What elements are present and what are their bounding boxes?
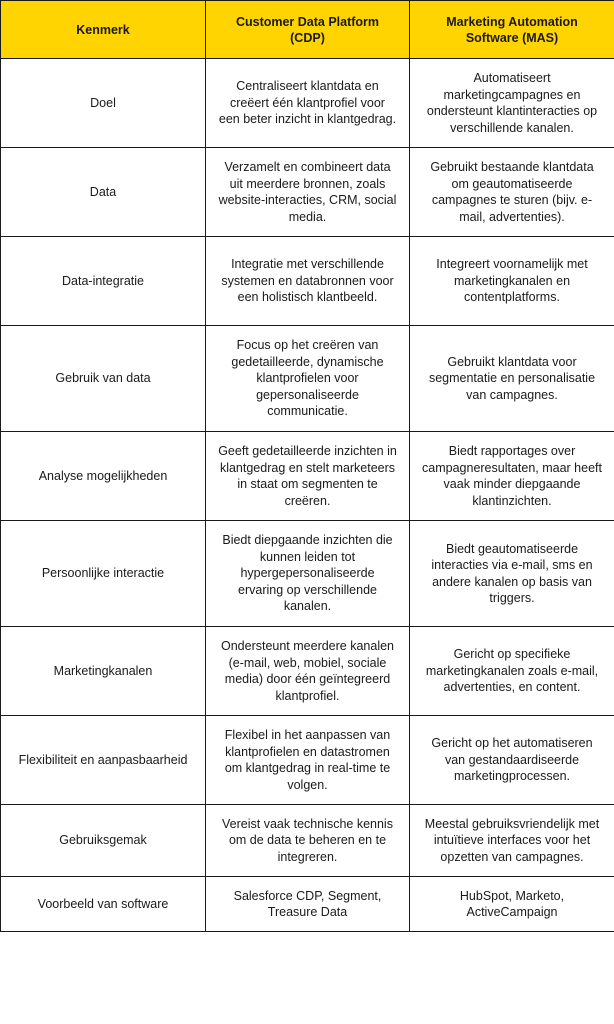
row-cdp-cell: Focus op het creëren van gedetailleerde, dynamische klantprofielen voor gepersonaliseerde communicatie. <box>206 326 410 432</box>
row-cdp-cell: Verzamelt en combineert data uit meerdere bronnen, zoals website-interacties, CRM, social media. <box>206 148 410 237</box>
table-header <box>1 1 614 59</box>
table-row <box>1 716 614 805</box>
row-feature-cell: Data-integratie <box>1 237 206 326</box>
header-cdp: Customer Data Platform (CDP) <box>206 1 410 59</box>
row-mas-cell: Gericht op het automatiseren van gestandaardiseerde marketingprocessen. <box>410 716 614 805</box>
row-mas-cell: Gebruikt bestaande klantdata om geautomatiseerde campagnes te sturen (bijv. e-mail, advertenties). <box>410 148 614 237</box>
row-feature-cell: Data <box>1 148 206 237</box>
row-mas-cell: HubSpot, Marketo, ActiveCampaign <box>410 877 614 932</box>
header-mas: Marketing Automation Software (MAS) <box>410 1 614 59</box>
row-mas-cell: Biedt rapportages over campagneresultaten, maar heeft vaak minder diepgaande klantinzichten. <box>410 432 614 521</box>
row-cdp-cell: Ondersteunt meerdere kanalen (e-mail, web, mobiel, sociale media) door één geïntegreerd klantprofiel. <box>206 627 410 716</box>
table-row <box>1 805 614 877</box>
row-cdp-cell: Centraliseert klantdata en creëert één klantprofiel voor een beter inzicht in klantgedrag. <box>206 59 410 148</box>
row-feature-cell: Persoonlijke interactie <box>1 521 206 627</box>
row-cdp-cell: Integratie met verschillende systemen en databronnen voor een holistisch klantbeeld. <box>206 237 410 326</box>
table-row <box>1 148 614 237</box>
row-feature-cell: Marketingkanalen <box>1 627 206 716</box>
row-feature-cell: Gebruiksgemak <box>1 805 206 877</box>
table-row <box>1 237 614 326</box>
row-feature-cell: Flexibiliteit en aanpasbaarheid <box>1 716 206 805</box>
row-mas-cell: Gericht op specifieke marketingkanalen zoals e-mail, advertenties, en content. <box>410 627 614 716</box>
table-row <box>1 326 614 432</box>
row-feature-cell: Gebruik van data <box>1 326 206 432</box>
row-mas-cell: Gebruikt klantdata voor segmentatie en personalisatie van campagnes. <box>410 326 614 432</box>
header-row <box>1 1 614 59</box>
row-cdp-cell: Geeft gedetailleerde inzichten in klantgedrag en stelt marketeers in staat om segmenten te creëren. <box>206 432 410 521</box>
row-mas-cell: Integreert voornamelijk met marketingkanalen en contentplatforms. <box>410 237 614 326</box>
row-feature-cell: Voorbeeld van software <box>1 877 206 932</box>
row-mas-cell: Meestal gebruiksvriendelijk met intuïtieve interfaces voor het opzetten van campagnes. <box>410 805 614 877</box>
table-row <box>1 59 614 148</box>
table-row <box>1 432 614 521</box>
row-cdp-cell: Salesforce CDP, Segment, Treasure Data <box>206 877 410 932</box>
row-mas-cell: Biedt geautomatiseerde interacties via e-mail, sms en andere kanalen op basis van triggers. <box>410 521 614 627</box>
row-feature-cell: Analyse mogelijkheden <box>1 432 206 521</box>
row-feature-cell: Doel <box>1 59 206 148</box>
table-row <box>1 521 614 627</box>
header-kenmerk: Kenmerk <box>1 1 206 59</box>
table-row <box>1 627 614 716</box>
row-cdp-cell: Flexibel in het aanpassen van klantprofielen en datastromen om klantgedrag in real-time te volgen. <box>206 716 410 805</box>
row-cdp-cell: Vereist vaak technische kennis om de data te beheren en te integreren. <box>206 805 410 877</box>
table-row <box>1 877 614 932</box>
row-mas-cell: Automatiseert marketingcampagnes en ondersteunt klantinteracties op verschillende kanalen. <box>410 59 614 148</box>
table-body <box>1 59 614 932</box>
row-cdp-cell: Biedt diepgaande inzichten die kunnen leiden tot hypergepersonaliseerde ervaring op verschillende kanalen. <box>206 521 410 627</box>
